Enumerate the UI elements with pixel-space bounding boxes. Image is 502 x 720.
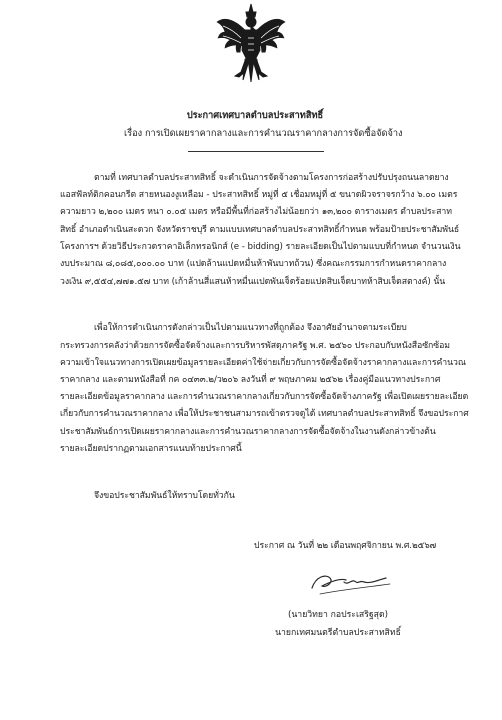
handwritten-signature (300, 566, 400, 602)
paragraph-1-line: สิทธิ์ อำเภอดำเนินสะดวก จังหวัดราชบุรี ตามแบบเทศบาลตำบลประสาทสิทธิ์กำหนด พร้อมป้ายประชาสัมพันธ์ (60, 225, 460, 235)
paragraph-2-line: รายละเอียดปรากฏตามเอกสารแนบท้ายประกาศนี้ (60, 444, 242, 454)
paragraph-2-line: เกี่ยวกับการคำนวณราคากลาง เพื่อให้ประชาชนสามารถเข้าตรวจดูได้ เทศบาลตำบลประสาทสิทธิ์ จึงขอประกาศ (60, 409, 469, 419)
paragraph-2-line: กระทรวงการคลังว่าด้วยการจัดซื้อจัดจ้างและการบริหารพัสดุภาครัฐ พ.ศ. ๒๕๖๐ ประกอบกับหนังสือซักซ้อม (60, 341, 450, 351)
paragraph-2-line: รายละเอียดข้อมูลราคากลาง และการคำนวณราคากลางเกี่ยวกับการจัดซื้อจัดจ้างภาครัฐ เพื่อเปิดเผยรายละเอียด (60, 392, 469, 402)
paragraph-1-line: วงเงิน ๙,๕๕๔,๗๗๑.๕๗ บาท (เก้าล้านสี่แสนห้าหมื่นแปดพันเจ็ดร้อยแปดสิบเจ็ดบาทห้าสิบเจ็ดสตางค์) นั้น (60, 277, 446, 287)
date-line: ประกาศ ณ วันที่ ๒๒ เดือนพฤศจิกายน พ.ศ.๒๕๖๗ (254, 541, 437, 551)
paragraph-1-line: ความยาว ๒,๒๐๐ เมตร หนา ๐.๐๕ เมตร หรือมีพื้นที่ก่อสร้างไม่น้อยกว่า ๑๓,๒๐๐ ตารางเมตร ตำบลประสาท (60, 207, 452, 217)
paragraph-2-line: เพื่อให้การดำเนินการดังกล่าวเป็นไปตามแนวทางที่ถูกต้อง จึงอาศัยอำนาจตามระเบียบ (94, 323, 407, 333)
closing-line: จึงขอประชาสัมพันธ์ให้ทราบโดยทั่วกัน (94, 491, 235, 501)
title-divider (188, 151, 324, 152)
paragraph-2-line: ความเข้าใจแนวทางการเปิดเผยข้อมูลรายละเอียดค่าใช้จ่ายเกี่ยวกับการจัดซื้อจัดจ้างราคากลางและการคำนวณ (60, 358, 466, 368)
signer-position: นายกเทศมนตรีตำบลประสาทสิทธิ์ (275, 628, 401, 638)
garuda-emblem-icon (215, 2, 287, 90)
paragraph-2-line: ประชาสัมพันธ์การเปิดเผยราคากลางและการคำนวณราคากลางการจัดซื้อจัดจ้างในงานดังกล่าวข้างต้น (60, 427, 436, 437)
paragraph-2-line: ราคากลาง และตามหนังสือที่ กค ๐๔๓๓.๒/ว๒๐๖ ลงวันที่ ๙ พฤษภาคม ๒๕๖๒ เรื่องคู่มือแนวทางประกาศ (60, 375, 441, 385)
signer-name: (นายวิทยา กอประเสริฐสุด) (287, 610, 389, 620)
paragraph-1-line: งบประมาณ ๘,๐๘๕,๐๐๐.๐๐ บาท (แปดล้านแปดหมื่นห้าพันบาทถ้วน) ซึ่งคณะกรรมการกำหนดราคากลาง (60, 259, 447, 269)
paragraph-1-line: แอสฟัลท์ติกคอนกรีต สายหนองงูเหลือม - ประสาทสิทธิ์ หมู่ที่ ๕ เชื่อมหมู่ที่ ๕ ขนาดผิวจราจรกว้าง ๖.๐๐ เมตร (60, 190, 458, 200)
paragraph-1-line: ตามที่ เทศบาลตำบลประสาทสิทธิ์ จะดำเนินการจัดจ้างตามโครงการก่อสร้างปรับปรุงถนนลาดยาง (94, 173, 449, 183)
announcement-title: ประกาศเทศบาลตำบลประสาทสิทธิ์ (186, 110, 324, 121)
paragraph-1-line: โครงการฯ ด้วยวิธีประกวดราคาอิเล็กทรอนิกส์ (e - bidding) รายละเอียดเป็นไปตามแบบที่กำหนด จำนวนเงิน (60, 242, 461, 252)
announcement-subject: เรื่อง การเปิดเผยราคากลางและการคำนวณราคากลางการจัดซื้อจัดจ้าง (124, 128, 403, 139)
